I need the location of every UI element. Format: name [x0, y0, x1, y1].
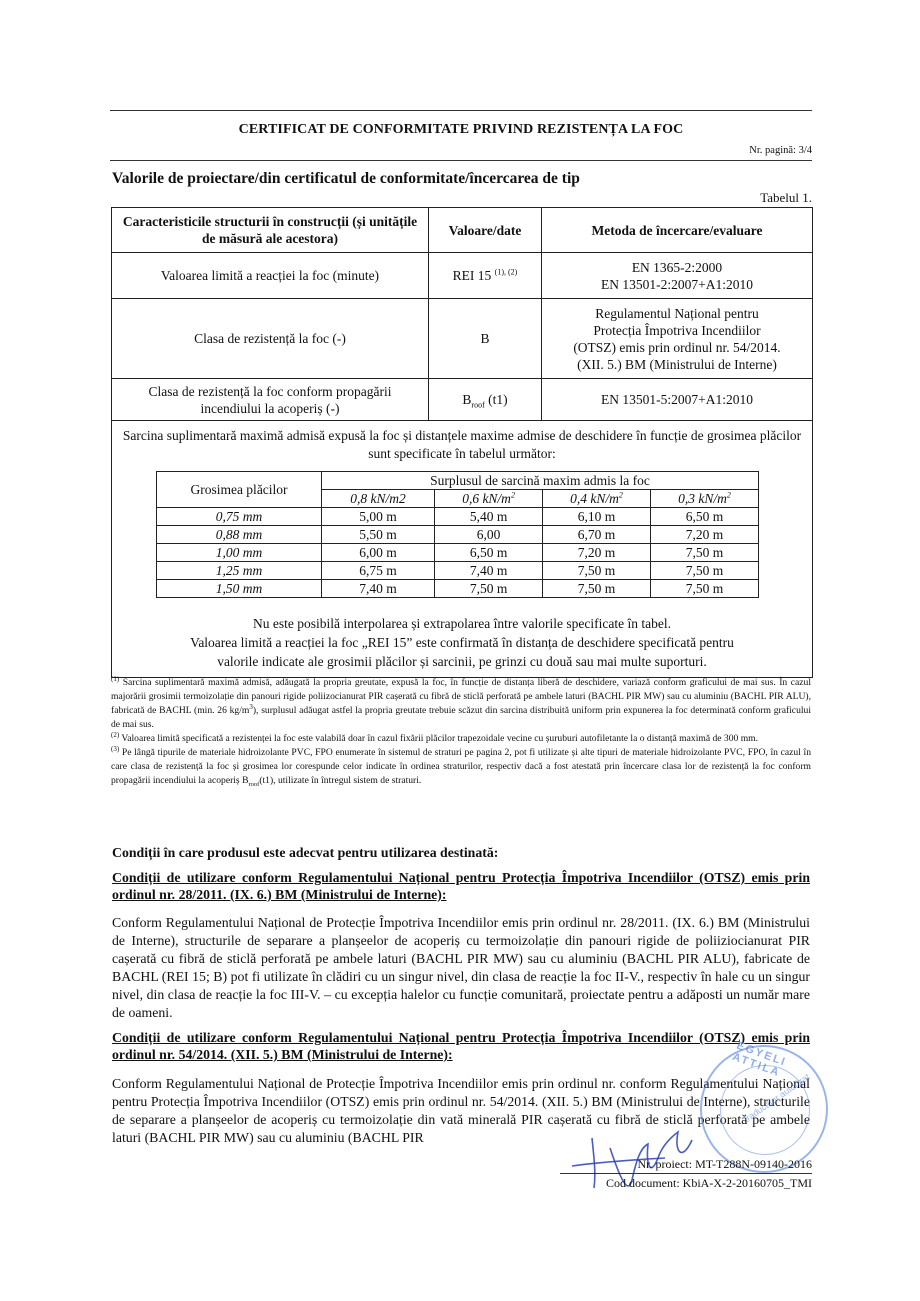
span-table [156, 471, 759, 598]
load-group-header: Surplusul de sarcină maxim admis la foc [322, 472, 759, 490]
thickness-cell: 1,25 mm [157, 562, 322, 580]
column-header-value: Valoare/date [429, 208, 542, 253]
thickness-cell: 0,75 mm [157, 508, 322, 526]
span-value: 6,00 [435, 526, 543, 544]
span-value: 7,50 m [651, 544, 759, 562]
table-row [112, 253, 813, 299]
footnote-2: $^{(2)}$ Valoarea limită specificată a rezistenței la foc este valabilă doar în cazul fixării plăcilor trapezoidale vecine cu șuruburi autofiletante la o distanță maximă de 300 mm. [111, 730, 759, 744]
conditions-title: Condiții în care produsul este adecvat pentru utilizarea destinată: [112, 845, 499, 860]
characteristic-cell: Clasa de rezistență la foc conform propagării incendiului la acoperiș (-) [112, 379, 429, 421]
footnote-3: $^{(3)}$ Pe lângă tipurile de materiale hidroizolante PVC, FPO enumerate în sistemul de straturi pe pagina 2, pot fi utilizate și alte tipuri de materiale hidroizolante PVC, FPO, în cazul în care clasa de rezistență la foc și grosimea lor corespunde celor indicate în ordinea straturilor, respectiv dacă a fost atestată prin încercare clasa lor de rezistență la foc conform propagării incendiului la acoperiș $B_{roof}(t1)$, utilizate în întregul sistem de straturi. [111, 744, 811, 788]
span-table-row [157, 508, 759, 526]
section-title: Valorile de proiectare/din certificatul de conformitate/încercarea de tip [112, 170, 580, 187]
column-header-method: Metoda de încercare/evaluare [542, 208, 813, 253]
characteristics-table [111, 207, 813, 678]
span-info-cell [112, 421, 813, 678]
method-cell: Regulamentul Național pentru Protecția Împotriva Incendiilor (OTSZ) emis prin ordinul nr. 54/2014. (XII. 5.) BM (Ministrului de Interne) [542, 299, 813, 379]
table-header-row [112, 208, 813, 253]
method-cell: EN 13501-5:2007+A1:2010 [542, 379, 813, 421]
footer-rule [560, 1173, 812, 1174]
load-column-header: 0,8 kN/m2 [322, 490, 435, 508]
span-value: 7,50 m [435, 580, 543, 598]
span-table-row [112, 421, 813, 678]
characteristic-cell: Clasa de rezistență la foc (-) [112, 299, 429, 379]
column-header-characteristic: Caracteristicile structurii în construcții (și unitățile de măsură ale acestora) [112, 208, 429, 253]
translator-stamp: EGYELI ATTILA traducător autorizat [700, 1045, 828, 1173]
load-column-header: 0,6 $kN/m^2$ [435, 490, 543, 508]
top-rule [110, 110, 812, 111]
span-value: 7,40 m [435, 562, 543, 580]
project-number: Nr. proiect: MT-T288N-09140-2016 [637, 1157, 812, 1171]
span-value: 7,50 m [651, 562, 759, 580]
span-value: 7,50 m [651, 580, 759, 598]
conditions-heading-otsz-2014: Condiții de utilizare conform Regulamentului Național pentru Protecția Împotriva Incendiilor (OTSZ) emis prin ordinul nr. 54/2014. (XII. 5.) BM (Ministrului de Interne): [112, 1030, 810, 1062]
thickness-cell: 0,88 mm [157, 526, 322, 544]
method-cell: EN 1365-2:2000 EN 13501-2:2007+A1:2010 [542, 253, 813, 299]
conditions-heading-otsz-2011: Condiții de utilizare conform Regulamentului Național pentru Protecția Împotriva Incendiilor (OTSZ) emis prin ordinul nr. 28/2011. (IX. 6.) BM (Ministrului de Interne): [112, 870, 810, 902]
span-value: 7,40 m [322, 580, 435, 598]
thickness-cell: 1,50 mm [157, 580, 322, 598]
table-label: Tabelul 1. [760, 190, 812, 205]
footnotes [111, 676, 811, 788]
footnote-1: $^{(1)}$ Sarcina suplimentară maximă admisă, adăugată la propria greutate, expusă la foc, în funcție de distanța liberă de deschidere, variază conform graficului de mai sus. În cazul majorării grosimii termoizolație din panouri rigide poliizocianurat PIR cașerată cu fibră de sticlă perforată pe ambele laturi (BACHL PIR MW) sau cu aluminiu (BACHL PIR ALU), fabricată de BACHL (min. 26 kg/m$^3$), surplusul adăugat astfel la propria greutate trebuie scăzut din sarcina distribuită uniform prin expunerea la foc determinată conform graficului de mai sus. [111, 674, 811, 730]
table-row [112, 379, 813, 421]
document-title: CERTIFICAT DE CONFORMITATE PRIVIND REZISTENȚA LA FOC [238, 122, 684, 137]
value-cell: $B_{roof}$ (t1) [429, 379, 542, 421]
table-row [112, 299, 813, 379]
header-rule [110, 160, 812, 161]
span-value: 7,20 m [651, 526, 759, 544]
span-value: 6,50 m [651, 508, 759, 526]
span-value: 6,00 m [322, 544, 435, 562]
span-notes: Nu este posibilă interpolarea și extrapolarea între valorile specificate în tabel. Valoarea limită a reacției la foc „REI 15” este confirmată în distanța de deschidere specificată pentru valorile indicate ale grosimii plăcilor și sarcinii, pe grinzi cu două sau mai multe suporturi. [190, 616, 734, 669]
span-intro-text: Sarcina suplimentară maximă admisă expusă la foc și distanțele maxime admise de deschidere în funcție de grosimea plăcilor sunt specificate în tabelul următor: [122, 428, 802, 461]
load-column-header: 0,4 $kN/m^2$ [543, 490, 651, 508]
span-table-row [157, 580, 759, 598]
span-value: 6,50 m [435, 544, 543, 562]
span-value: 7,50 m [543, 580, 651, 598]
span-value: 5,00 m [322, 508, 435, 526]
span-value: 5,50 m [322, 526, 435, 544]
thickness-cell: 1,00 mm [157, 544, 322, 562]
span-value: 7,20 m [543, 544, 651, 562]
span-table-row [157, 562, 759, 580]
load-column-header: 0,3 $kN/m^2$ [651, 490, 759, 508]
span-value: 6,70 m [543, 526, 651, 544]
span-value: 6,75 m [322, 562, 435, 580]
span-value: 7,50 m [543, 562, 651, 580]
characteristic-cell: Valoarea limită a reacției la foc (minute) [112, 253, 429, 299]
span-table-row [157, 526, 759, 544]
span-value: 5,40 m [435, 508, 543, 526]
value-cell: REI 15 $^{(1), (2)}$ [429, 253, 542, 299]
conditions-body-otsz-2014: Conform Regulamentului Național de Protecție Împotriva Incendiilor emis prin ordinul nr. conform Regulamentului Național pentru Protecția Împotriva Incendiilor (OTSZ) emis prin ordinul nr. 54/2014. (XII. 5.) BM (Ministrului de Interne), structurile de separare a planșeelor de acoperiș cu termoizolație din vată minerală PIR cașerată cu fibră de sticlă perforată pe ambele laturi (BACHL PIR MW) sau cu aluminiu (BACHL PIR [112, 1076, 810, 1145]
page-number: Nr. pagină: 3/4 [749, 145, 812, 156]
span-table-row [157, 544, 759, 562]
value-cell: B [429, 299, 542, 379]
conditions-body-otsz-2011: Conform Regulamentului Național de Protecție Împotriva Incendiilor emis prin ordinul nr. 28/2011. (IX. 6.) BM (Ministrului de Interne), structurile de separare a planșeelor de acoperiș cu termoizolație din panouri rigide de poliiziocianurat PIR cașerată cu fibră de sticlă perforată pe ambele laturi (BACHL PIR MW) sau cu aluminiu (BACHL PIR ALU), fabricate de BACHL (REI 15; B) pot fi utilizate în clădiri cu un singur nivel, din clasa de reacție la foc II-V., respectiv în hale cu un singur nivel, din clasa de reacție la foc III-V. – cu excepția halelor cu funcție comunitară, proiectate pentru a adăposti un număr mare de oameni. [112, 915, 810, 1020]
span-value: 6,10 m [543, 508, 651, 526]
thickness-header: Grosimea plăcilor [157, 472, 322, 508]
span-table-header-row [157, 472, 759, 490]
document-code: Cod document: KbiA-X-2-20160705_TMI [606, 1176, 812, 1190]
